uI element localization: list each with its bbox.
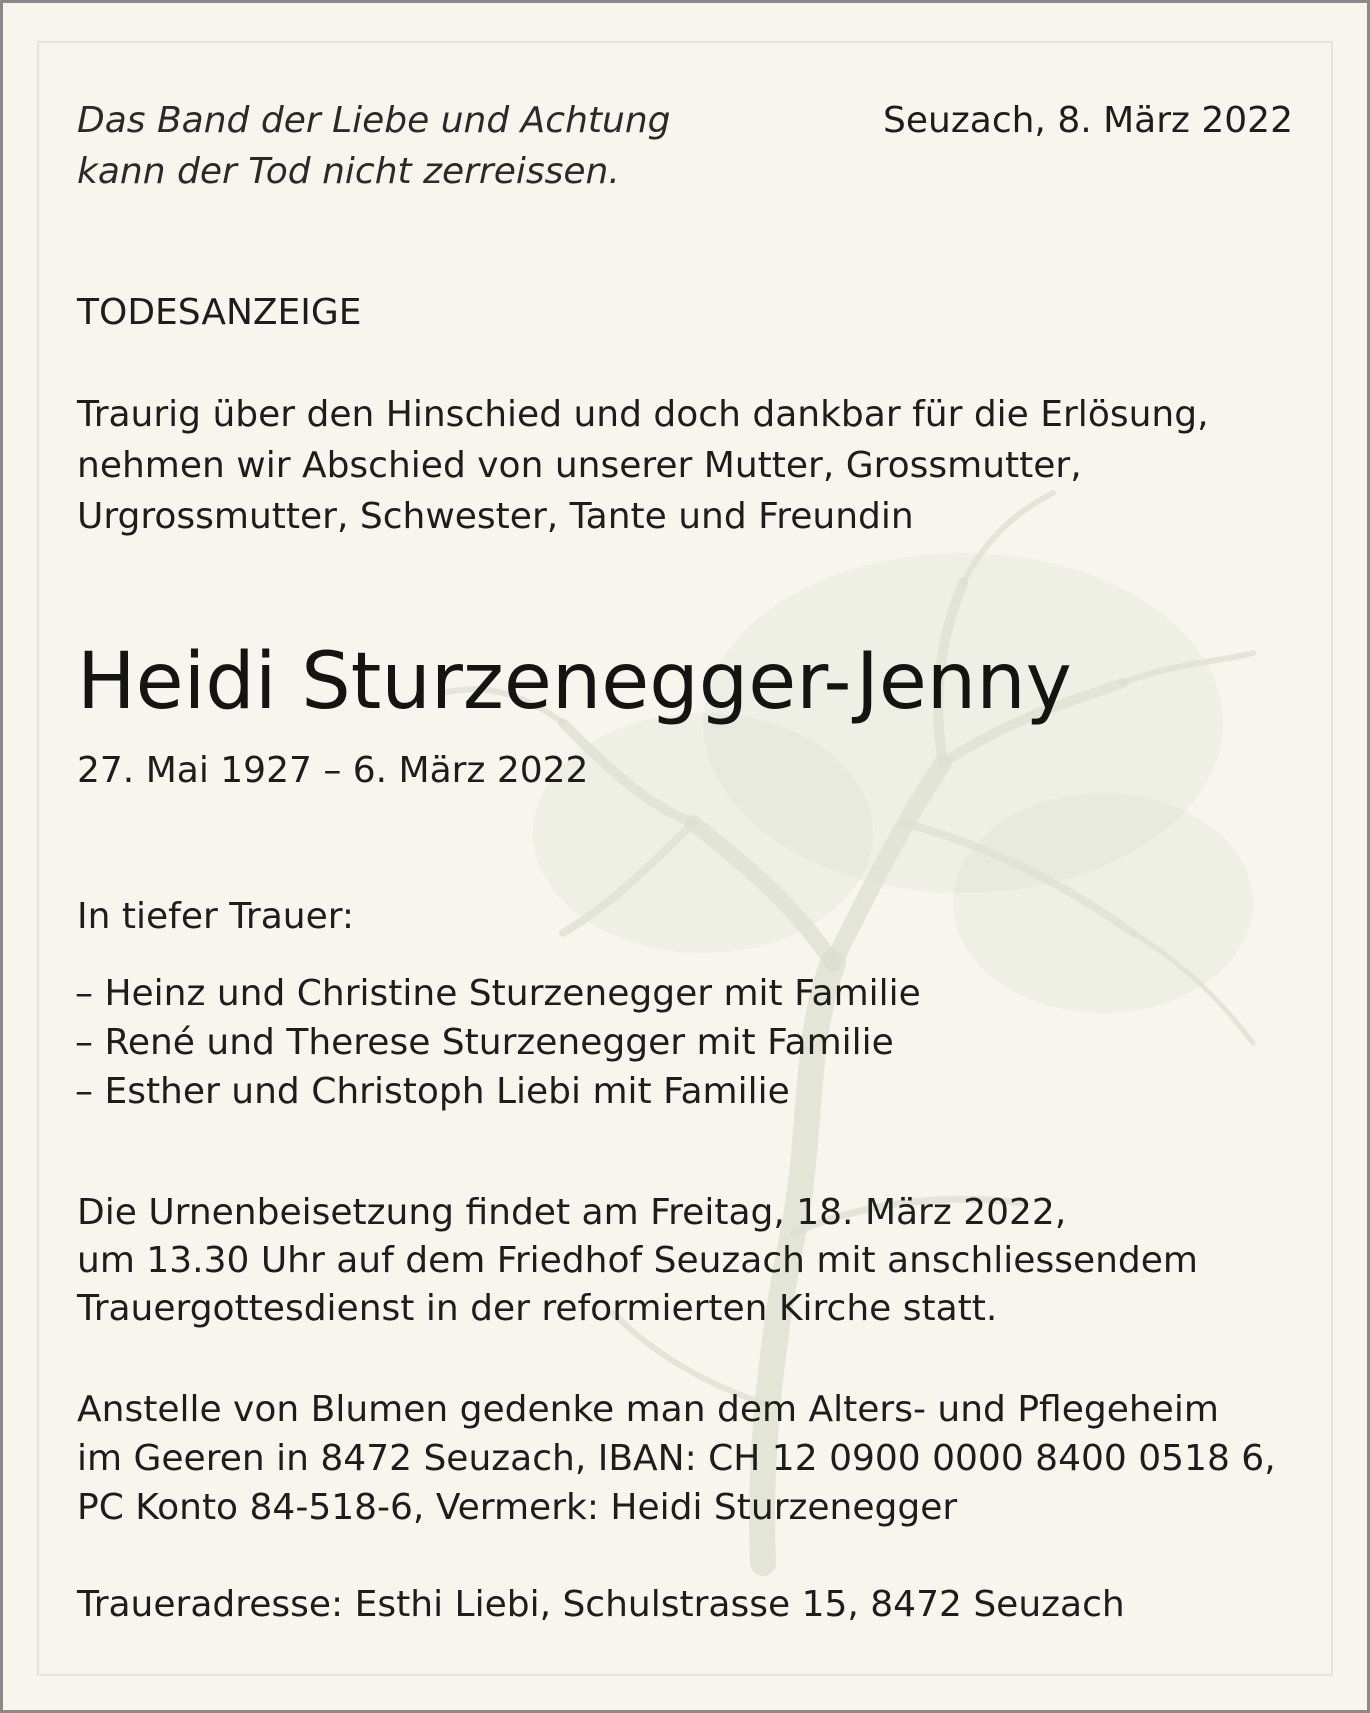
ceremony-text (77, 1189, 1198, 1333)
lifespan: 27. Mai 1927 – 6. März 2022 (77, 750, 589, 791)
mourner-item: – René und Therese Sturzenegger mit Familie (75, 1022, 894, 1063)
intro-text (77, 389, 1209, 542)
ceremony-line-3: Trauergottesdienst in der reformierten Kirche statt. (77, 1288, 998, 1329)
mourner-item: – Heinz und Christine Sturzenegger mit Familie (75, 973, 921, 1014)
motto (77, 95, 671, 197)
intro-line-2: nehmen wir Abschied von unserer Mutter, Grossmutter, (77, 445, 1082, 486)
mourning-address: Traueradresse: Esthi Liebi, Schulstrasse 15, 8472 Seuzach (77, 1584, 1125, 1625)
ceremony-line-1: Die Urnenbeisetzung findet am Freitag, 18. März 2022, (77, 1192, 1067, 1233)
motto-line-2: kann der Tod nicht zerreissen. (77, 151, 620, 192)
donation-text (77, 1385, 1276, 1532)
donation-line-2: im Geeren in 8472 Seuzach, IBAN: CH 12 0900 0000 8400 0518 6, (77, 1438, 1276, 1479)
motto-line-1: Das Band der Liebe und Achtung (77, 100, 671, 141)
deceased-name: Heidi Sturzenegger-Jenny (77, 637, 1072, 727)
intro-line-1: Traurig über den Hinschied und doch dankbar für die Erlösung, (77, 394, 1209, 435)
mourning-label: In tiefer Trauer: (77, 896, 355, 937)
intro-line-3: Urgrossmutter, Schwester, Tante und Freundin (77, 496, 914, 537)
donation-line-1: Anstelle von Blumen gedenke man dem Alters- und Pflegeheim (77, 1389, 1219, 1430)
donation-line-3: PC Konto 84-518-6, Vermerk: Heidi Sturzenegger (77, 1487, 958, 1528)
mourner-item: – Esther und Christoph Liebi mit Familie (75, 1071, 790, 1112)
ceremony-line-2: um 13.30 Uhr auf dem Friedhof Seuzach mit anschliessendem (77, 1240, 1198, 1281)
mourners-list (75, 969, 921, 1116)
place-date: Seuzach, 8. März 2022 (883, 100, 1293, 141)
notice-label: TODESANZEIGE (77, 292, 362, 333)
